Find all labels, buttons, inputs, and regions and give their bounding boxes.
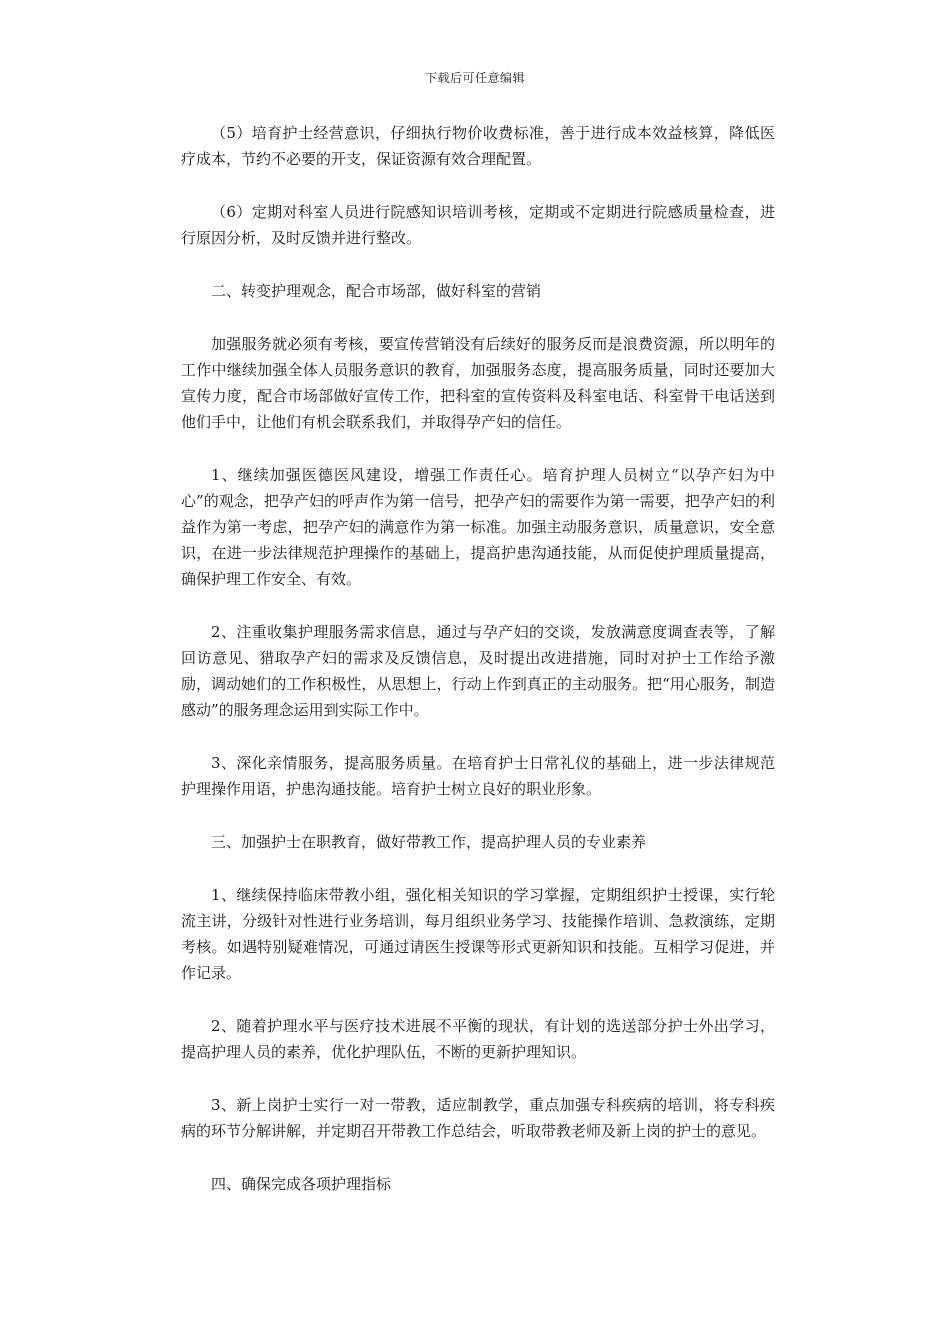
page-header-note: 下载后可任意编辑: [424, 71, 525, 85]
paragraph-external-study: 2、随着护理水平与医疗技术进展不平衡的现状，有计划的选送部分护士外出学习，提高护理人员的素养，优化护理队伍，不断的更新护理知识。: [181, 1017, 775, 1061]
paragraph-feedback-collection: 2、注重收集护理服务需求信息，通过与孕产妇的交谈，发放满意度调查表等，了解回访意见、猎取孕产妇的需求及反馈信息，及时提出改进措施，同时对护士工作给予激励，调动她们的工作积极性，从思想上，行动上作到真正的主动服务。把“用心服务，制造感动”的服务理念运用到实际工作中。: [181, 623, 775, 719]
section-heading-2: 二、转变护理观念，配合市场部，做好科室的营销: [211, 282, 542, 300]
section-heading-3: 三、加强护士在职教育，做好带教工作，提高护理人员的专业素养: [211, 833, 647, 851]
paragraph-family-service: 3、深化亲情服务，提高服务质量。在培育护士日常礼仪的基础上，进一步法律规范护理操作用语，护患沟通技能。培育护士树立良好的职业形象。: [181, 754, 775, 798]
document-body: [181, 120, 775, 1224]
paragraph-teaching-group: 1、继续保持临床带教小组，强化相关知识的学习掌握，定期组织护士授课，实行轮流主讲，分级针对性进行业务培训，每月组织业务学习、技能操作培训、急救演练，定期考核。如遇特别疑难情况，可通过请医生授课等形式更新知识和技能。互相学习促进，并作记录。: [181, 886, 775, 982]
paragraph-infection-training: （6）定期对科室人员进行院感知识培训考核，定期或不定期进行院感质量检查，进行原因分析，及时反馈并进行整改。: [181, 203, 775, 247]
section-heading-4: 四、确保完成各项护理指标: [211, 1175, 392, 1193]
paragraph-cost-awareness: （5）培育护士经营意识，仔细执行物价收费标准，善于进行成本效益核算，降低医疗成本，节约不必要的开支，保证资源有效合理配置。: [181, 124, 775, 168]
paragraph-medical-ethics: 1、继续加强医德医风建设，增强工作责任心。培育护理人员树立“以孕产妇为中心”的观念，把孕产妇的呼声作为第一信号，把孕产妇的需要作为第一需要，把孕产妇的利益作为第一考虑，把孕产妇的满意作为第一标准。加强主动服务意识，质量意识，安全意识，在进一步法律规范护理操作的基础上，提高护患沟通技能，从而促使护理质量提高，确保护理工作安全、有效。: [181, 466, 775, 588]
paragraph-new-nurse-mentoring: 3、新上岗护士实行一对一带教，适应制教学，重点加强专科疾病的培训，将专科疾病的环节分解讲解，并定期召开带教工作总结会，听取带教老师及新上岗的护士的意见。: [181, 1096, 775, 1140]
paragraph-service-assessment: 加强服务就必须有考核，要宣传营销没有后续好的服务反而是浪费资源，所以明年的工作中继续加强全体人员服务意识的教育，加强服务态度，提高服务质量，同时还要加大宣传力度，配合市场部做好宣传工作，把科室的宣传资料及科室电话、科室骨干电话送到他们手中，让他们有机会联系我们，并取得孕产妇的信任。: [181, 335, 775, 431]
